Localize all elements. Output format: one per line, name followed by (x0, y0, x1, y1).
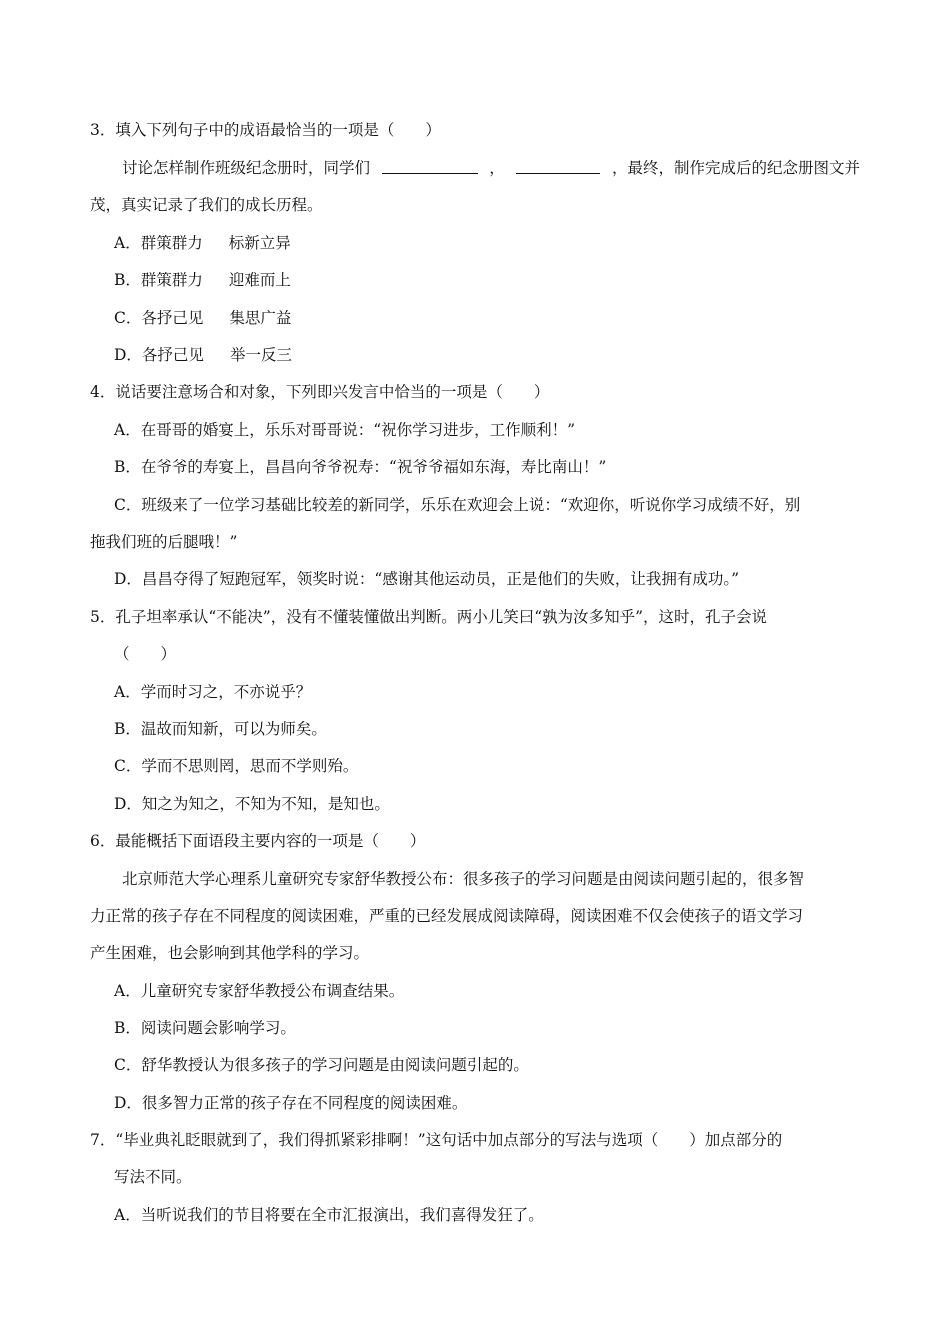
q3-option-d-text: 举一反三 (229, 346, 292, 364)
q6-passage-line3: 产生困难，也会影响到其他学科的学习。 (90, 944, 370, 962)
q3-option-c-label: C．各抒己见 (114, 309, 204, 327)
q7-stem-line1: 7．“毕业典礼眨眼就到了，我们得抓紧彩排啊！”这句话中加点部分的写法与选项（ ）加点部分的 (90, 1131, 783, 1149)
q3-option-a-text: 标新立异 (228, 234, 291, 252)
q4-stem: 4．说话要注意场合和对象，下列即兴发言中恰当的一项是（ ） (90, 383, 550, 401)
q5-option-a[interactable]: A．学而时习之，不亦说乎？ (114, 683, 312, 701)
q5-stem-line1: 5．孔子坦率承认“不能决”，没有不懂装懂做出判断。两小儿笑曰“孰为汝多知乎”，这时，孔子会说 (90, 608, 768, 626)
q3-option-b-label: B．群策群力 (114, 271, 203, 289)
q3-option-c-text: 集思广益 (229, 309, 292, 327)
q4-option-c-text: C．班级来了一位学习基础比较差的新同学，乐乐在欢迎会上说：“欢迎你，听说你学习成绩不好，别 (114, 496, 801, 514)
q3-blank-1[interactable] (382, 157, 478, 174)
q3-option-a-label: A．群策群力 (114, 234, 203, 252)
q6-stem: 6．最能概括下面语段主要内容的一项是（ ） (90, 832, 426, 850)
q3-option-c[interactable] (114, 307, 291, 329)
q4-option-c-line2: 拖我们班的后腿哦！” (90, 533, 238, 551)
q5-option-c[interactable]: C．学而不思则罔，思而不学则殆。 (114, 757, 359, 775)
q5-stem-line2: （ ） (114, 645, 177, 663)
q3-blank-2[interactable] (516, 157, 600, 174)
q3-passage-part1: 讨论怎样制作班级纪念册时，同学们 (122, 159, 371, 177)
q5-option-b[interactable]: B．温故而知新，可以为师矣。 (114, 720, 327, 738)
q3-option-b-text: 迎难而上 (228, 271, 291, 289)
q4-option-d[interactable]: D．昌昌夺得了短跑冠军，领奖时说：“感谢其他运动员，正是他们的失败，让我拥有成功。” (114, 570, 740, 588)
q4-option-b[interactable]: B．在爷爷的寿宴上，昌昌向爷爷祝寿：“祝爷爷福如东海，寿比南山！” (114, 458, 607, 476)
q3-option-b[interactable] (114, 269, 291, 291)
q3-option-d-label: D．各抒己见 (114, 346, 204, 364)
q3-passage-line2: 茂，真实记录了我们的成长历程。 (90, 196, 323, 214)
q6-passage-line2: 力正常的孩子存在不同程度的阅读困难，严重的已经发展成阅读障碍，阅读困难不仅会使孩子的语文学习 (90, 907, 804, 925)
q6-passage-line1: 北京师范大学心理系儿童研究专家舒华教授公布：很多孩子的学习问题是由阅读问题引起的，很多智 (122, 870, 805, 888)
q4-option-a[interactable]: A．在哥哥的婚宴上，乐乐对哥哥说：“祝你学习进步，工作顺利！” (114, 421, 576, 439)
q6-option-a[interactable]: A．儿童研究专家舒华教授公布调查结果。 (114, 982, 405, 1000)
q7-option-a[interactable]: A．当听说我们的节目将要在全市汇报演出，我们喜得发狂了。 (114, 1206, 544, 1224)
q3-passage-part2: ， (489, 159, 505, 177)
q7-stem-line2: 写法不同。 (114, 1168, 192, 1186)
q3-option-d[interactable] (114, 344, 292, 366)
q4-option-c-line1[interactable] (114, 494, 860, 516)
q6-option-b[interactable]: B．阅读问题会影响学习。 (114, 1019, 296, 1037)
q3-option-a[interactable] (114, 232, 291, 254)
q6-option-c[interactable]: C．舒华教授认为很多孩子的学习问题是由阅读问题引起的。 (114, 1056, 529, 1074)
q6-option-d[interactable]: D．很多智力正常的孩子存在不同程度的阅读困难。 (114, 1094, 468, 1112)
q3-stem: 3．填入下列句子中的成语最恰当的一项是（ ） (90, 121, 441, 139)
q3-passage-line1 (122, 157, 860, 179)
q3-passage-part3: ，最终，制作完成后的纪念册图文并 (611, 159, 860, 177)
q5-option-d[interactable]: D．知之为知之，不知为不知，是知也。 (114, 795, 390, 813)
